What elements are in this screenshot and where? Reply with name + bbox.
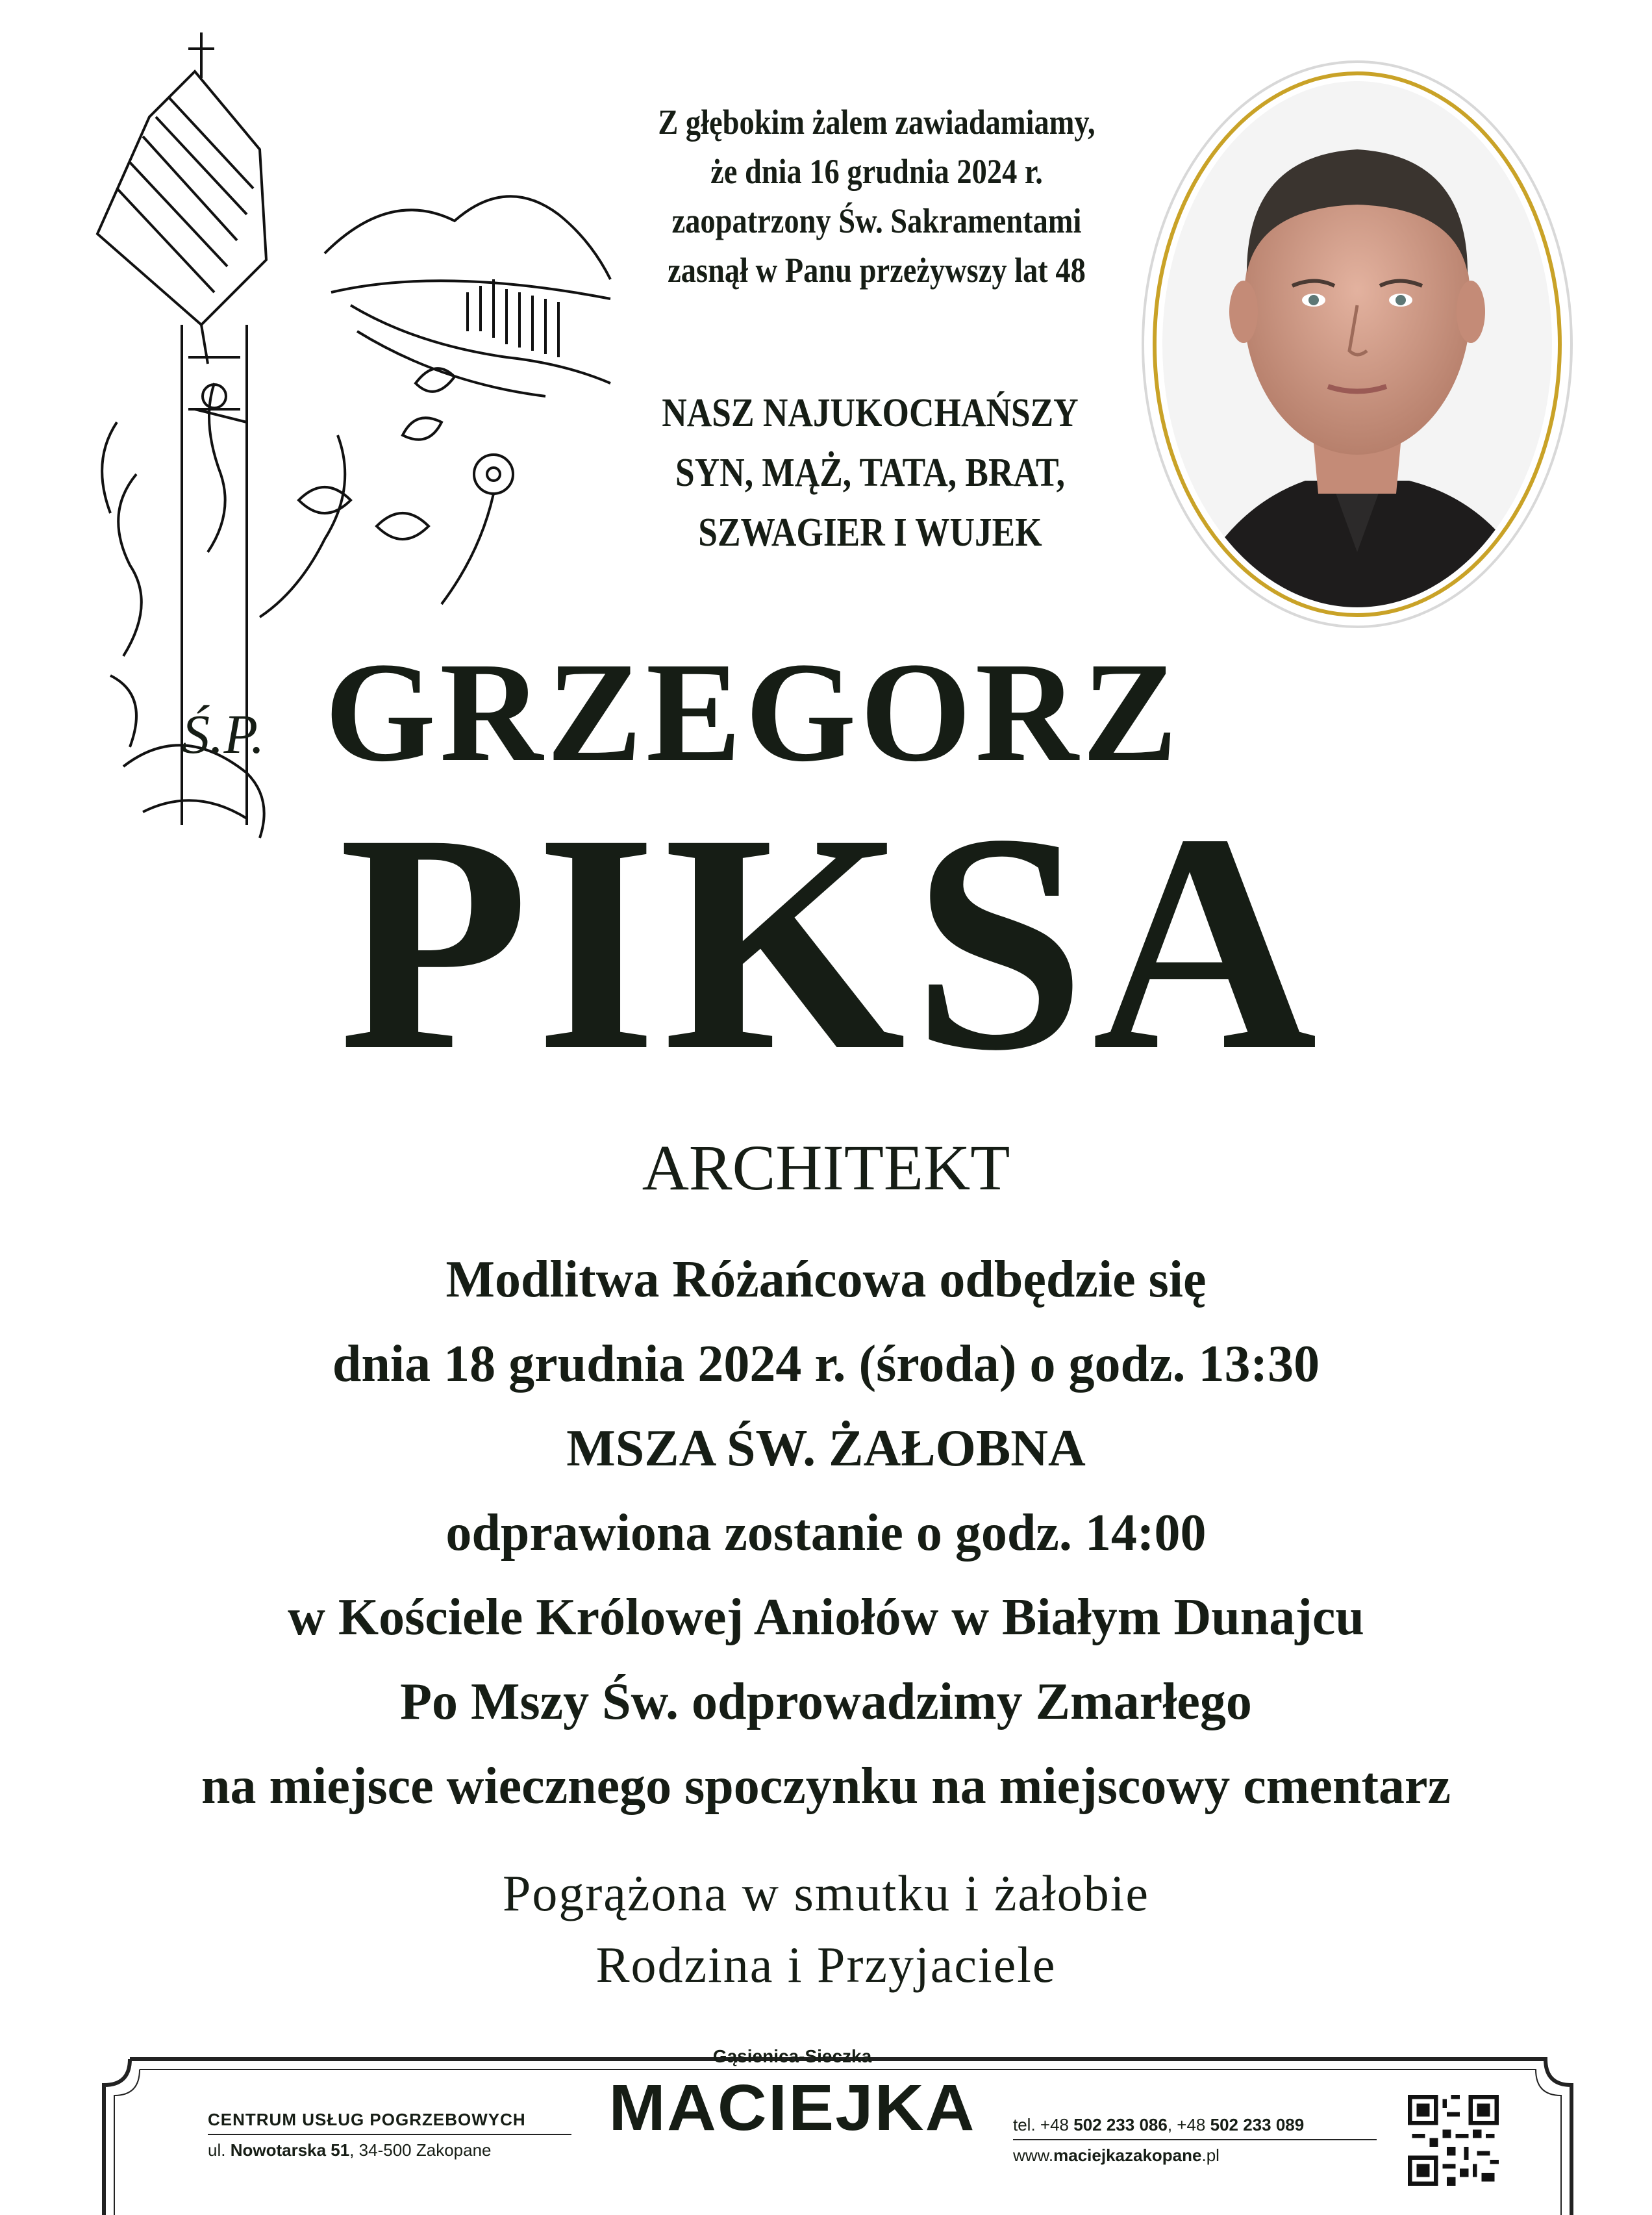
- service-line: Modlitwa Różańcowa odbędzie się: [445, 1251, 1207, 1308]
- intro-line: zaopatrzony Św. Sakramentami: [671, 201, 1082, 240]
- address-prefix: ul.: [208, 2140, 231, 2160]
- first-name: GRZEGORZ: [325, 633, 1182, 791]
- tel-label: tel. +48: [1013, 2115, 1074, 2134]
- intro-line: zasnął w Panu przeżywszy lat 48: [668, 251, 1086, 290]
- service-line: dnia 18 grudnia 2024 r. (środa) o godz. 13:30: [332, 1335, 1320, 1393]
- brand-subtitle: Gąsienica-Sieczka: [712, 2046, 872, 2066]
- intro-line: Z głębokim żalem zawiadamiamy,: [658, 103, 1095, 142]
- company-title: CENTRUM USŁUG POGRZEBOWYCH: [208, 2110, 571, 2135]
- company-info: [208, 2110, 571, 2160]
- closing-line: Pogrążona w smutku i żałobie: [502, 1865, 1150, 1921]
- service-line: MSZA ŚW. ŻAŁOBNA: [566, 1420, 1086, 1477]
- qr-code-icon: [1408, 2095, 1499, 2186]
- funeral-service-details: [39, 1237, 1613, 1829]
- contact-info: [1013, 2115, 1377, 2166]
- phone-numbers: [1013, 2115, 1377, 2140]
- phone-1: 502 233 086: [1073, 2115, 1168, 2134]
- roles-line: SYN, MĄŻ, TATA, BRAT,: [675, 451, 1065, 495]
- closing-line: Rodzina i Przyjaciele: [595, 1936, 1057, 1993]
- address-suffix: , 34-500 Zakopane: [349, 2140, 492, 2160]
- brand-logo: MACIEJKA: [608, 2071, 976, 2144]
- occupation: ARCHITEKT: [642, 1132, 1010, 1204]
- service-line: w Kościele Królowej Aniołów w Białym Dunajcu: [288, 1589, 1364, 1646]
- web-main: maciejkazakopane: [1053, 2145, 1202, 2165]
- deceased-portrait: [1136, 58, 1578, 630]
- company-address: [208, 2135, 571, 2160]
- phone-2: 502 233 089: [1210, 2115, 1305, 2134]
- announcement-intro: [625, 97, 1128, 295]
- tel-separator: , +48: [1167, 2115, 1210, 2134]
- roles-line: NASZ NAJUKOCHAŃSZY: [662, 391, 1079, 435]
- roles-line: SZWAGIER I WUJEK: [698, 511, 1042, 555]
- web-suffix: .pl: [1201, 2145, 1220, 2165]
- website: [1013, 2140, 1377, 2166]
- sp-prefix: Ś.P.: [182, 703, 265, 765]
- service-line: na miejsce wiecznego spoczynku na miejscowy cmentarz: [201, 1758, 1451, 1815]
- intro-line: że dnia 16 grudnia 2024 r.: [710, 152, 1043, 191]
- last-name: PIKSA: [338, 769, 1324, 1115]
- address-street: Nowotarska 51: [230, 2140, 350, 2160]
- closing-signature: [0, 1858, 1652, 2001]
- web-prefix: www.: [1013, 2145, 1054, 2165]
- brand-logo-block: [610, 2046, 974, 2145]
- service-line: Po Mszy Św. odprowadzimy Zmarłego: [400, 1673, 1252, 1730]
- service-line: odprawiona zostanie o godz. 14:00: [445, 1504, 1207, 1562]
- family-roles: [602, 383, 1138, 563]
